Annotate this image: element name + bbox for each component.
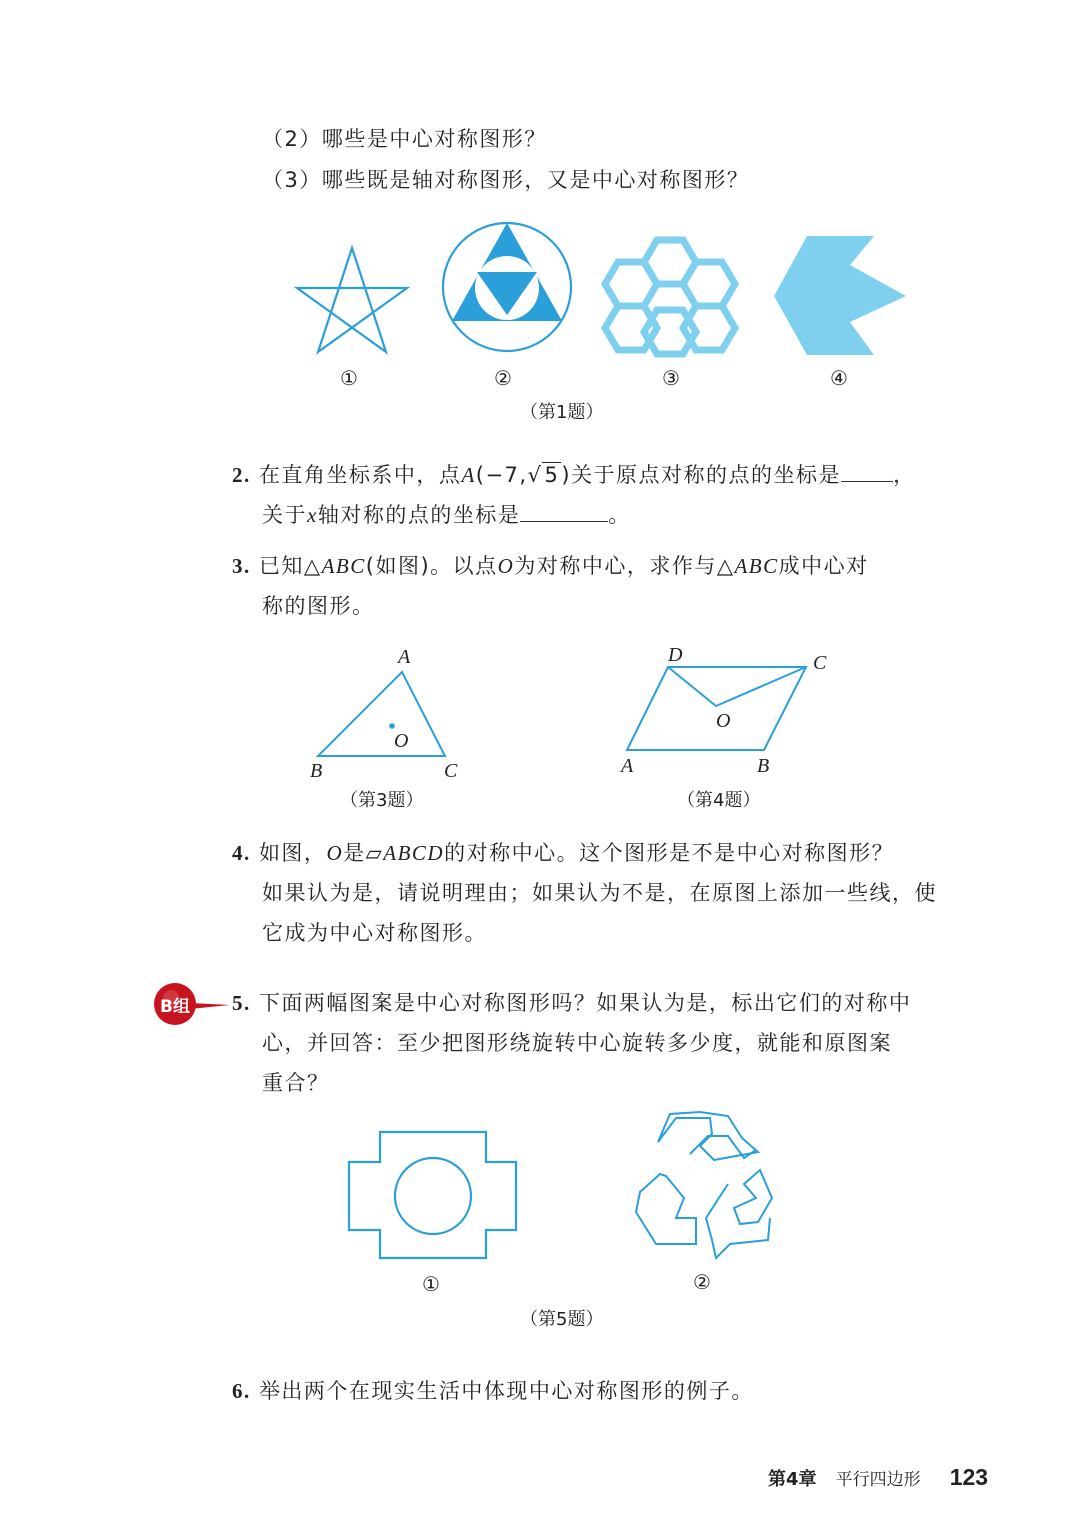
q3-number: 3. — [232, 554, 251, 578]
q3-text-c: 为对称中心，求作与△ — [514, 554, 735, 578]
triangle-abc — [318, 672, 445, 756]
q2-number: 2. — [232, 463, 251, 487]
q2-text-b: 关于原点对称的点的坐标是 — [571, 463, 842, 487]
q6-text: 举出两个在现实生活中体现中心对称图形的例子。 — [258, 1379, 754, 1403]
q5-number: 5. — [232, 991, 251, 1015]
q6-number: 6. — [232, 1379, 251, 1403]
q2-text-c: 关于 — [262, 503, 307, 527]
q5-line3: 重合？ — [262, 1071, 330, 1095]
q2-text-d: 轴对称的点的坐标是 — [317, 503, 521, 527]
star-figure — [297, 248, 407, 352]
q3-text-a: 已知△ — [258, 554, 322, 578]
q4-line2: 如果认为是，请说明理由；如果认为不是，在原图上添加一些线，使 — [262, 881, 937, 905]
q2-sqrt-sign: √ — [527, 463, 543, 487]
q1-label-4: ④ — [830, 366, 848, 390]
circle-triangle-figure — [443, 223, 571, 351]
q4-text-b: 是▱ — [343, 841, 384, 865]
q5-label-2: ② — [693, 1270, 711, 1294]
q2-text-a: 在直角坐标系中，点 — [258, 463, 462, 487]
hexagon-snowflake-figure — [605, 240, 735, 354]
q5-figures — [0, 1100, 1080, 1270]
parallelogram-abcd — [627, 667, 806, 750]
q4-text-a: 如图， — [258, 841, 327, 865]
recycle-arrows-figure — [636, 1112, 772, 1258]
q2-radicand: 5 — [544, 463, 560, 487]
q2-point: A — [461, 463, 476, 487]
q1-label-3: ③ — [662, 366, 680, 390]
page-footer — [768, 1464, 988, 1491]
q4-label-d: D — [668, 644, 683, 666]
q1-figures — [0, 0, 1080, 400]
q4-number: 4. — [232, 841, 251, 865]
q3-caption: （第3题） — [340, 790, 424, 811]
arrow-shape-figure — [774, 236, 906, 355]
q1-label-2: ② — [494, 366, 512, 390]
q5-line2: 心，并回答：至少把图形绕旋转中心旋转多少度，就能和原图案 — [262, 1031, 892, 1055]
q4-text-c: 的对称中心。这个图形是不是中心对称图形？ — [444, 841, 895, 865]
q3-label-b: B — [310, 760, 323, 782]
q3-text-b: (如图)。以点 — [365, 554, 498, 578]
q1-sub2: （2）哪些是中心对称图形？ — [262, 127, 547, 151]
q2-comma: ， — [893, 463, 916, 487]
q3-line2: 称的图形。 — [262, 594, 375, 618]
footer-title: 平行四边形 — [835, 1470, 921, 1490]
q2-line2 — [262, 500, 631, 530]
footer-chapter: 第4章 — [768, 1469, 817, 1490]
center-point-o — [389, 723, 395, 729]
q4-label-o: O — [716, 710, 731, 732]
q1-caption: （第1题） — [520, 402, 604, 423]
q3-label-a: A — [398, 646, 411, 668]
q1-sub3: （3）哪些既是轴对称图形，又是中心对称图形？ — [262, 168, 750, 192]
q6-line — [232, 1376, 754, 1406]
q4-label-b: B — [757, 755, 770, 777]
q2-coord-close: ) — [561, 463, 572, 487]
q2-x: x — [307, 503, 318, 527]
q5-line1 — [232, 988, 911, 1018]
q4-o: O — [326, 841, 344, 865]
q4-caption: （第4题） — [677, 790, 761, 811]
q4-line3: 它成为中心对称图形。 — [262, 921, 487, 945]
q3-abc2: ABC — [734, 554, 779, 578]
b-group-label: B组 — [160, 997, 190, 1017]
cross-ring-figure — [349, 1132, 516, 1258]
q4-line1 — [232, 838, 894, 868]
q4-label-c: C — [813, 652, 827, 674]
q2-blank-1 — [841, 461, 893, 482]
q3-abc: ABC — [321, 554, 366, 578]
q3-text-d: 成中心对 — [778, 554, 869, 578]
page-number: 123 — [949, 1464, 989, 1490]
q2-line1 — [232, 460, 916, 490]
q2-end: 。 — [608, 503, 631, 527]
q3-line1 — [232, 551, 869, 581]
q4-label-a: A — [621, 755, 634, 777]
q3-label-c: C — [444, 760, 458, 782]
q2-coord-open: (−7, — [475, 463, 528, 487]
q2-blank-2 — [520, 501, 608, 522]
q3-o: O — [497, 554, 515, 578]
q5-caption: （第5题） — [520, 1309, 604, 1330]
q5-text-1: 下面两幅图案是中心对称图形吗？如果认为是，标出它们的对称中 — [258, 991, 912, 1015]
q4-abcd: ABCD — [383, 841, 445, 865]
q1-label-1: ① — [340, 366, 358, 390]
q3-q4-figures — [0, 630, 1080, 790]
q3-label-o: O — [394, 730, 409, 752]
q5-label-1: ① — [422, 1272, 440, 1296]
